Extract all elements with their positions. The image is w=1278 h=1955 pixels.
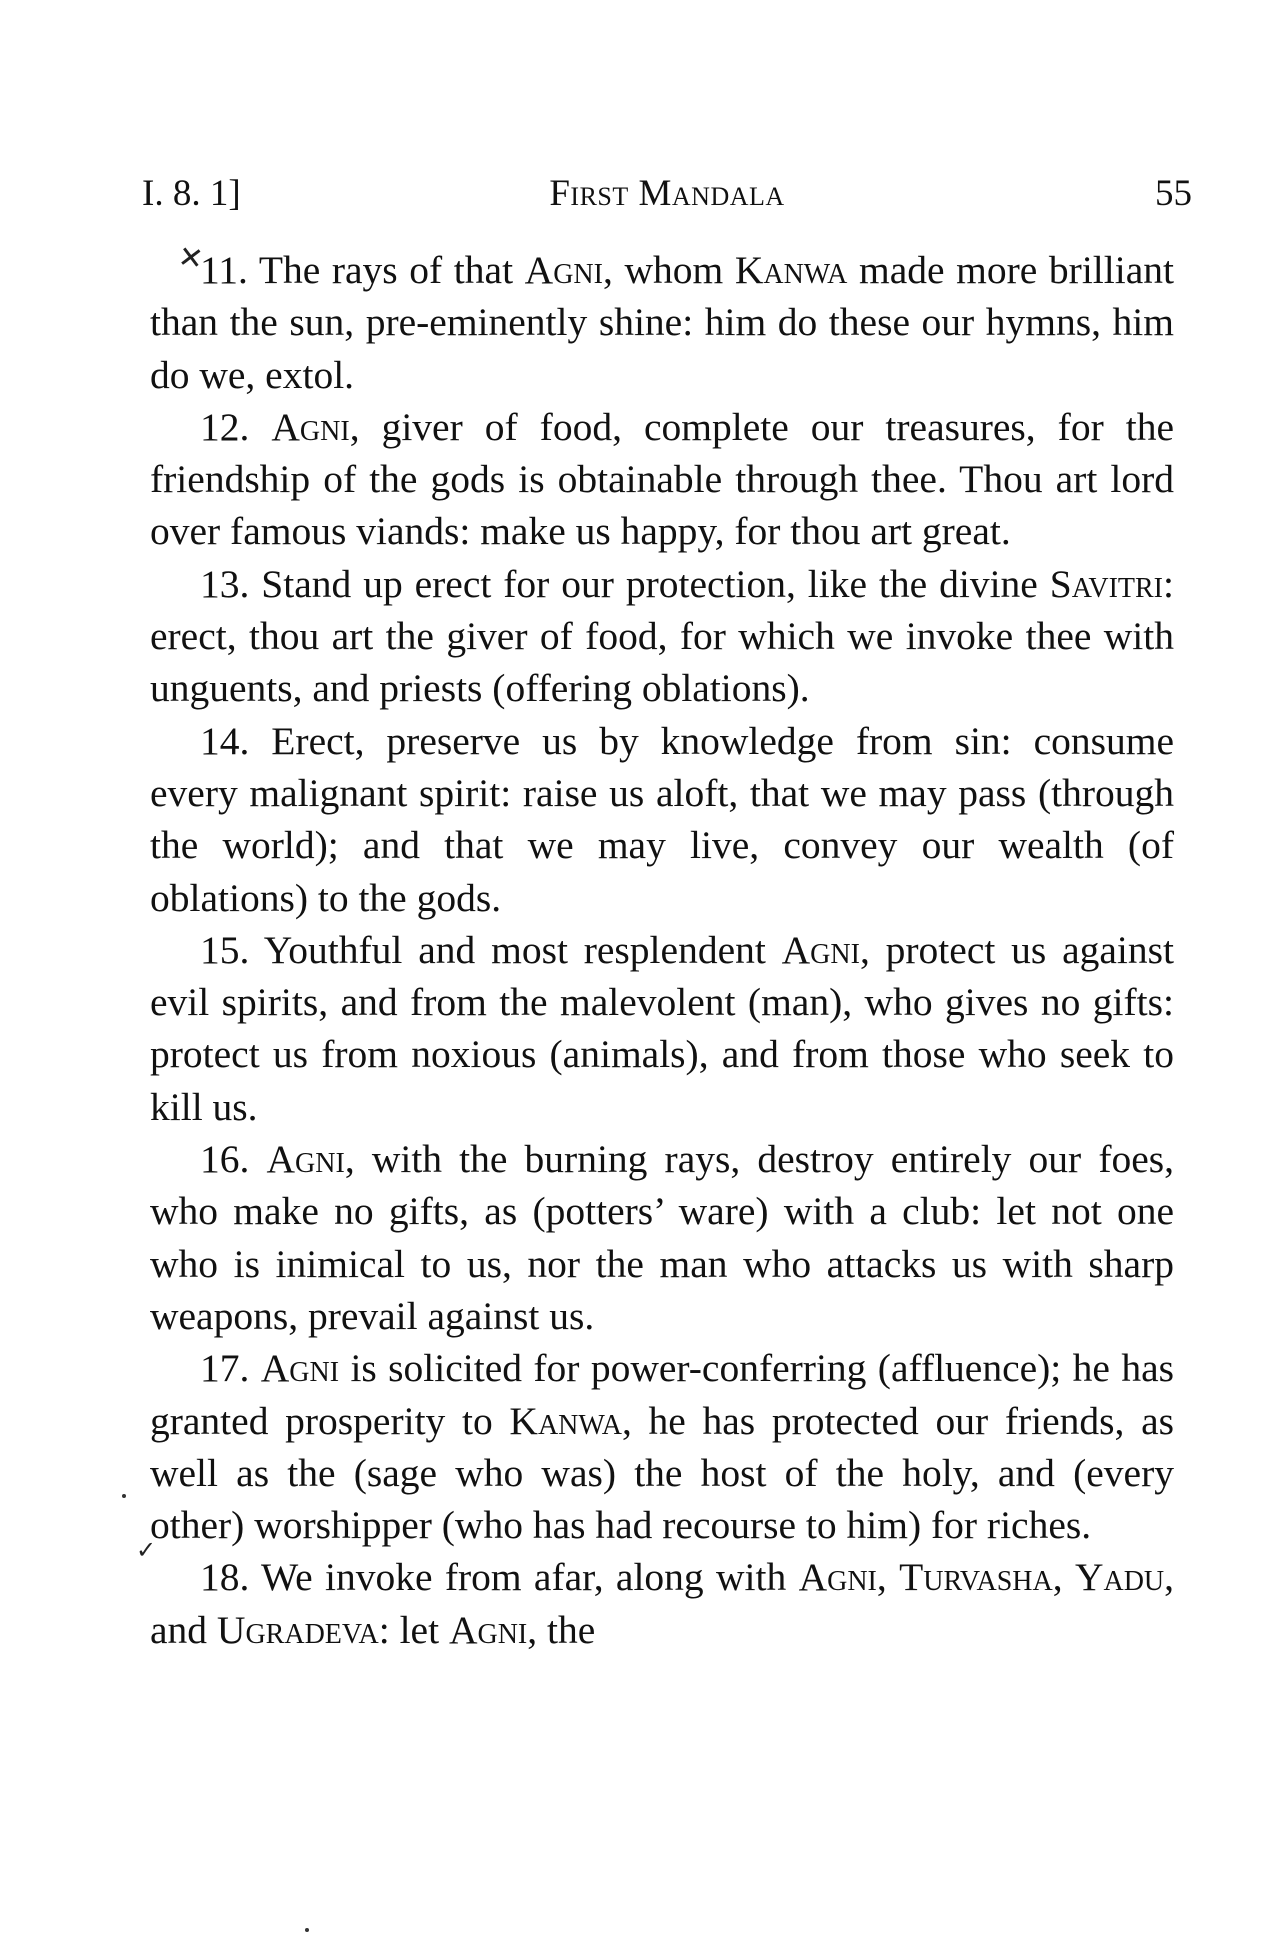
verse-text: 11. The rays of that: [200, 248, 525, 292]
verse-text: : erect, thou art the giver of food, for which we invoke thee with unguents, and priests (offering oblations).: [150, 561, 1174, 711]
verse-text: 16.: [200, 1137, 267, 1182]
proper-name: Agni: [271, 404, 350, 449]
verse-text: : let: [378, 1607, 449, 1652]
pencil-tick-mark: ✕: [175, 240, 206, 277]
proper-name: Agni: [448, 1607, 528, 1652]
verse-text: 12.: [200, 404, 272, 449]
pencil-check-mark: ✓: [136, 1538, 157, 1564]
proper-name: Yadu: [1074, 1555, 1165, 1600]
verse-text: , he has protected our friends, as well as the (sage who was) the host of the holy, and (every other) worshipper (who has had recourse to him) for riches.: [150, 1398, 1174, 1548]
verse-paragraph: [150, 1133, 1174, 1342]
verse-text: , the: [527, 1607, 596, 1652]
proper-name: Agni: [266, 1137, 345, 1182]
page-number: 55: [1155, 173, 1192, 214]
proper-name: Agni: [524, 248, 603, 292]
verse-text: , whom: [602, 248, 735, 292]
verse-text: ,: [1052, 1555, 1075, 1600]
proper-name: Ugradeva: [216, 1607, 379, 1652]
verse-text: 14. Erect, preserve us by knowledge from sin: consume every malignant spirit: raise us aloft, that we may pass (through the world); and that we may live, convey our wealth (of oblations) to the gods.: [150, 718, 1174, 920]
verse-text: made more brilliant than the sun, pre-eminently shine: him do these our hymns, him do we, extol.: [150, 248, 1174, 397]
proper-name: Agni: [798, 1555, 877, 1600]
verse-paragraph: [150, 558, 1174, 715]
verse-text: 13. Stand up erect for our protection, like the divine: [200, 561, 1050, 606]
verse-text: 15. Youthful and most resplendent: [200, 927, 782, 972]
verse-paragraph: [150, 1551, 1174, 1656]
ink-speck: [122, 1494, 126, 1498]
proper-name: Turvasha: [899, 1555, 1053, 1600]
verse-paragraph: [150, 401, 1174, 558]
verse-text: , protect us against evil spirits, and from the malevolent (man), who gives no gifts: protect us from noxious (animals), and from those who seek to kill us.: [150, 927, 1174, 1129]
proper-name: Savitri: [1049, 561, 1164, 606]
proper-name: Kanwa: [734, 248, 848, 292]
verse-paragraph: [150, 924, 1174, 1133]
verse-text: is solicited for power-conferring (affluence); he has granted prosperity to: [150, 1346, 1174, 1443]
verse-text: , with the burning rays, destroy entirely our foes, who make no gifts, as (potters’ ware) with a club: let not one who is inimical to us, nor the man who attacks us with sharp weapons, prevail against us.: [150, 1137, 1175, 1338]
running-header: [142, 168, 1192, 220]
verse-paragraph: [150, 240, 1174, 401]
proper-name: Kanwa: [509, 1398, 622, 1443]
verse-text: ,: [876, 1555, 900, 1600]
verse-text: , and: [150, 1555, 1175, 1652]
verse-paragraph: [150, 715, 1174, 924]
verse-text: 18. We invoke from afar, along with: [200, 1555, 799, 1600]
ink-speck: [305, 1928, 309, 1932]
proper-name: Agni: [781, 927, 860, 972]
verse-paragraph: [150, 1342, 1174, 1551]
verse-text-block: [150, 240, 1175, 1656]
verse-text: , giver of food, complete our treasures, for the friendship of the gods is obtainable through thee. Thou art lord over famous viands: make us happy, for thou art great.: [150, 404, 1174, 554]
running-title: First Mandala: [549, 173, 785, 214]
chapter-reference: I. 8. 1]: [142, 173, 241, 214]
proper-name: Agni: [260, 1346, 340, 1391]
verse-text: 17.: [200, 1346, 261, 1391]
